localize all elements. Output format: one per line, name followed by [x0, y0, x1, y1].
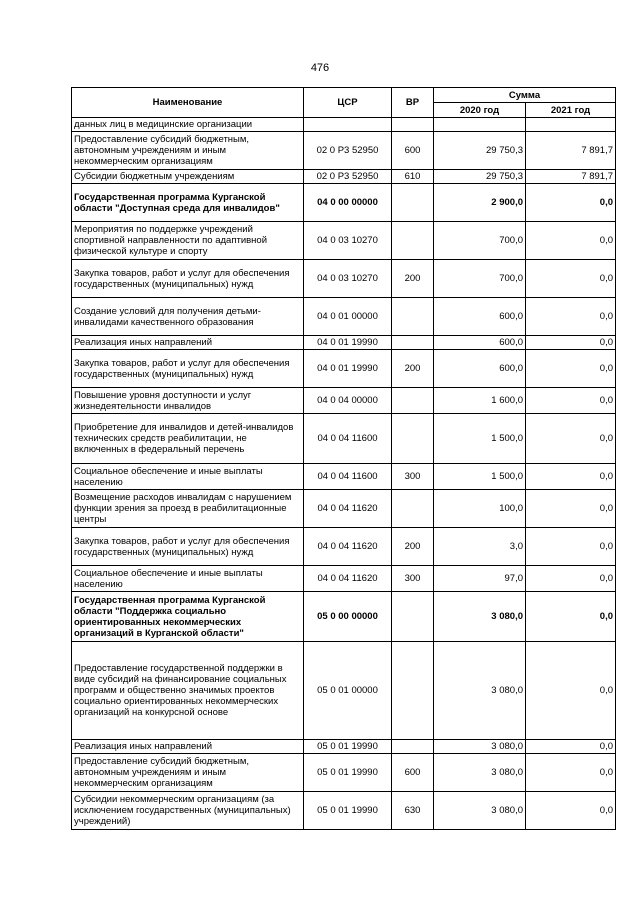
- row-sum-2021: 0,0: [526, 754, 616, 792]
- row-sum-2021: 0,0: [526, 592, 616, 642]
- row-sum-2020: 29 750,3: [434, 132, 526, 170]
- row-name: Мероприятия по поддержке учреждений спортивной направленности по адаптивной физической культуре и спорту: [72, 222, 304, 260]
- row-name: Субсидии бюджетным учреждениям: [72, 170, 304, 184]
- row-sum-2021: 0,0: [526, 184, 616, 222]
- row-name: Субсидии некоммерческим организациям (за исключением государственных (муниципальных) учреждений): [72, 792, 304, 830]
- row-name: Повышение уровня доступности и услуг жизнедеятельности инвалидов: [72, 388, 304, 414]
- row-vr: [392, 222, 434, 260]
- row-sum-2020: [434, 118, 526, 132]
- row-sum-2020: 3 080,0: [434, 740, 526, 754]
- header-sum: Сумма: [434, 88, 616, 103]
- table-row: [72, 566, 616, 592]
- row-name: Предоставление государственной поддержки в виде субсидий на финансирование социальных программ и общественно значимых проектов социально ориентированных некоммерческих организаций на конкурсной основе: [72, 642, 304, 740]
- row-csr: 04 0 04 11600: [304, 414, 392, 464]
- table-row: [72, 754, 616, 792]
- table-row: [72, 388, 616, 414]
- row-vr: 600: [392, 754, 434, 792]
- table-row: [72, 642, 616, 740]
- row-sum-2021: 7 891,7: [526, 132, 616, 170]
- table-row: [72, 260, 616, 298]
- row-sum-2021: [526, 118, 616, 132]
- row-sum-2021: 0,0: [526, 388, 616, 414]
- row-vr: [392, 298, 434, 336]
- table-body: [72, 118, 616, 830]
- table-row: [72, 222, 616, 260]
- row-sum-2020: 700,0: [434, 260, 526, 298]
- row-vr: [392, 490, 434, 528]
- row-sum-2021: 0,0: [526, 566, 616, 592]
- row-name: Социальное обеспечение и иные выплаты населению: [72, 566, 304, 592]
- table-row: [72, 350, 616, 388]
- table-row: [72, 490, 616, 528]
- row-name: Предоставление субсидий бюджетным, автономным учреждениям и иным некоммерческим организациям: [72, 132, 304, 170]
- row-csr: 05 0 01 00000: [304, 642, 392, 740]
- table-row: [72, 336, 616, 350]
- header-vr: ВР: [392, 88, 434, 118]
- row-csr: 02 0 Р3 52950: [304, 132, 392, 170]
- row-name: Государственная программа Курганской области "Поддержка социально ориентированных некоммерческих организаций в Курганской области": [72, 592, 304, 642]
- row-vr: [392, 118, 434, 132]
- row-name: Предоставление субсидий бюджетным, автономным учреждениям и иным некоммерческим организациям: [72, 754, 304, 792]
- header-row-top: [72, 88, 616, 103]
- row-csr: 02 0 Р3 52950: [304, 170, 392, 184]
- row-sum-2021: 0,0: [526, 464, 616, 490]
- row-name: Закупка товаров, работ и услуг для обеспечения государственных (муниципальных) нужд: [72, 350, 304, 388]
- row-sum-2020: 600,0: [434, 336, 526, 350]
- row-vr: 300: [392, 566, 434, 592]
- row-name: Закупка товаров, работ и услуг для обеспечения государственных (муниципальных) нужд: [72, 260, 304, 298]
- row-csr: 04 0 04 11620: [304, 528, 392, 566]
- row-vr: [392, 184, 434, 222]
- table-row: [72, 792, 616, 830]
- row-csr: 04 0 04 11620: [304, 490, 392, 528]
- row-sum-2020: 97,0: [434, 566, 526, 592]
- row-vr: 200: [392, 350, 434, 388]
- row-sum-2021: 0,0: [526, 350, 616, 388]
- row-vr: 600: [392, 132, 434, 170]
- budget-table: [71, 87, 616, 830]
- row-name: Социальное обеспечение и иные выплаты населению: [72, 464, 304, 490]
- row-csr: 04 0 00 00000: [304, 184, 392, 222]
- row-sum-2020: 3,0: [434, 528, 526, 566]
- row-sum-2021: 0,0: [526, 298, 616, 336]
- row-csr: 04 0 01 19990: [304, 336, 392, 350]
- page-number: 476: [310, 62, 330, 74]
- table-row: [72, 184, 616, 222]
- table-row: [72, 298, 616, 336]
- row-vr: 200: [392, 528, 434, 566]
- row-sum-2020: 29 750,3: [434, 170, 526, 184]
- row-csr: 04 0 01 19990: [304, 350, 392, 388]
- row-sum-2021: 0,0: [526, 260, 616, 298]
- row-sum-2020: 3 080,0: [434, 754, 526, 792]
- table-row: [72, 132, 616, 170]
- table-row: [72, 170, 616, 184]
- row-sum-2021: 0,0: [526, 792, 616, 830]
- row-name: Возмещение расходов инвалидам с нарушением функции зрения за проезд в реабилитационные центры: [72, 490, 304, 528]
- row-vr: 200: [392, 260, 434, 298]
- row-csr: 05 0 00 00000: [304, 592, 392, 642]
- header-csr: ЦСР: [304, 88, 392, 118]
- row-csr: [304, 118, 392, 132]
- row-csr: 05 0 01 19990: [304, 754, 392, 792]
- row-sum-2021: 0,0: [526, 740, 616, 754]
- row-sum-2020: 3 080,0: [434, 792, 526, 830]
- row-name: Реализация иных направлений: [72, 336, 304, 350]
- row-sum-2020: 1 600,0: [434, 388, 526, 414]
- row-name: данных лиц в медицинские организации: [72, 118, 304, 132]
- row-sum-2021: 0,0: [526, 222, 616, 260]
- row-vr: [392, 740, 434, 754]
- row-vr: 610: [392, 170, 434, 184]
- row-sum-2020: 1 500,0: [434, 414, 526, 464]
- row-csr: 05 0 01 19990: [304, 792, 392, 830]
- table-row: [72, 528, 616, 566]
- row-sum-2021: 0,0: [526, 528, 616, 566]
- row-sum-2020: 700,0: [434, 222, 526, 260]
- header-year-2020: 2020 год: [434, 103, 526, 118]
- row-vr: [392, 414, 434, 464]
- row-sum-2020: 100,0: [434, 490, 526, 528]
- row-sum-2021: 7 891,7: [526, 170, 616, 184]
- row-csr: 04 0 04 11600: [304, 464, 392, 490]
- table-row: [72, 740, 616, 754]
- row-sum-2021: 0,0: [526, 336, 616, 350]
- row-vr: 300: [392, 464, 434, 490]
- table-row: [72, 118, 616, 132]
- row-csr: 04 0 03 10270: [304, 222, 392, 260]
- row-vr: [392, 642, 434, 740]
- row-sum-2021: 0,0: [526, 414, 616, 464]
- table-row: [72, 414, 616, 464]
- row-csr: 04 0 04 11620: [304, 566, 392, 592]
- row-vr: [392, 592, 434, 642]
- row-csr: 04 0 04 00000: [304, 388, 392, 414]
- row-vr: 630: [392, 792, 434, 830]
- row-vr: [392, 336, 434, 350]
- row-csr: 05 0 01 19990: [304, 740, 392, 754]
- row-name: Создание условий для получения детьми-инвалидами качественного образования: [72, 298, 304, 336]
- row-csr: 04 0 03 10270: [304, 260, 392, 298]
- row-name: Реализация иных направлений: [72, 740, 304, 754]
- row-sum-2020: 1 500,0: [434, 464, 526, 490]
- row-sum-2020: 2 900,0: [434, 184, 526, 222]
- row-name: Приобретение для инвалидов и детей-инвалидов технических средств реабилитации, не включенных в федеральный перечень: [72, 414, 304, 464]
- row-sum-2020: 3 080,0: [434, 642, 526, 740]
- row-csr: 04 0 01 00000: [304, 298, 392, 336]
- row-name: Государственная программа Курганской области "Доступная среда для инвалидов": [72, 184, 304, 222]
- row-sum-2021: 0,0: [526, 490, 616, 528]
- row-sum-2020: 600,0: [434, 298, 526, 336]
- row-sum-2021: 0,0: [526, 642, 616, 740]
- header-year-2021: 2021 год: [526, 103, 616, 118]
- row-sum-2020: 600,0: [434, 350, 526, 388]
- row-sum-2020: 3 080,0: [434, 592, 526, 642]
- table-row: [72, 592, 616, 642]
- row-vr: [392, 388, 434, 414]
- table-row: [72, 464, 616, 490]
- row-name: Закупка товаров, работ и услуг для обеспечения государственных (муниципальных) нужд: [72, 528, 304, 566]
- header-name: Наименование: [72, 88, 304, 118]
